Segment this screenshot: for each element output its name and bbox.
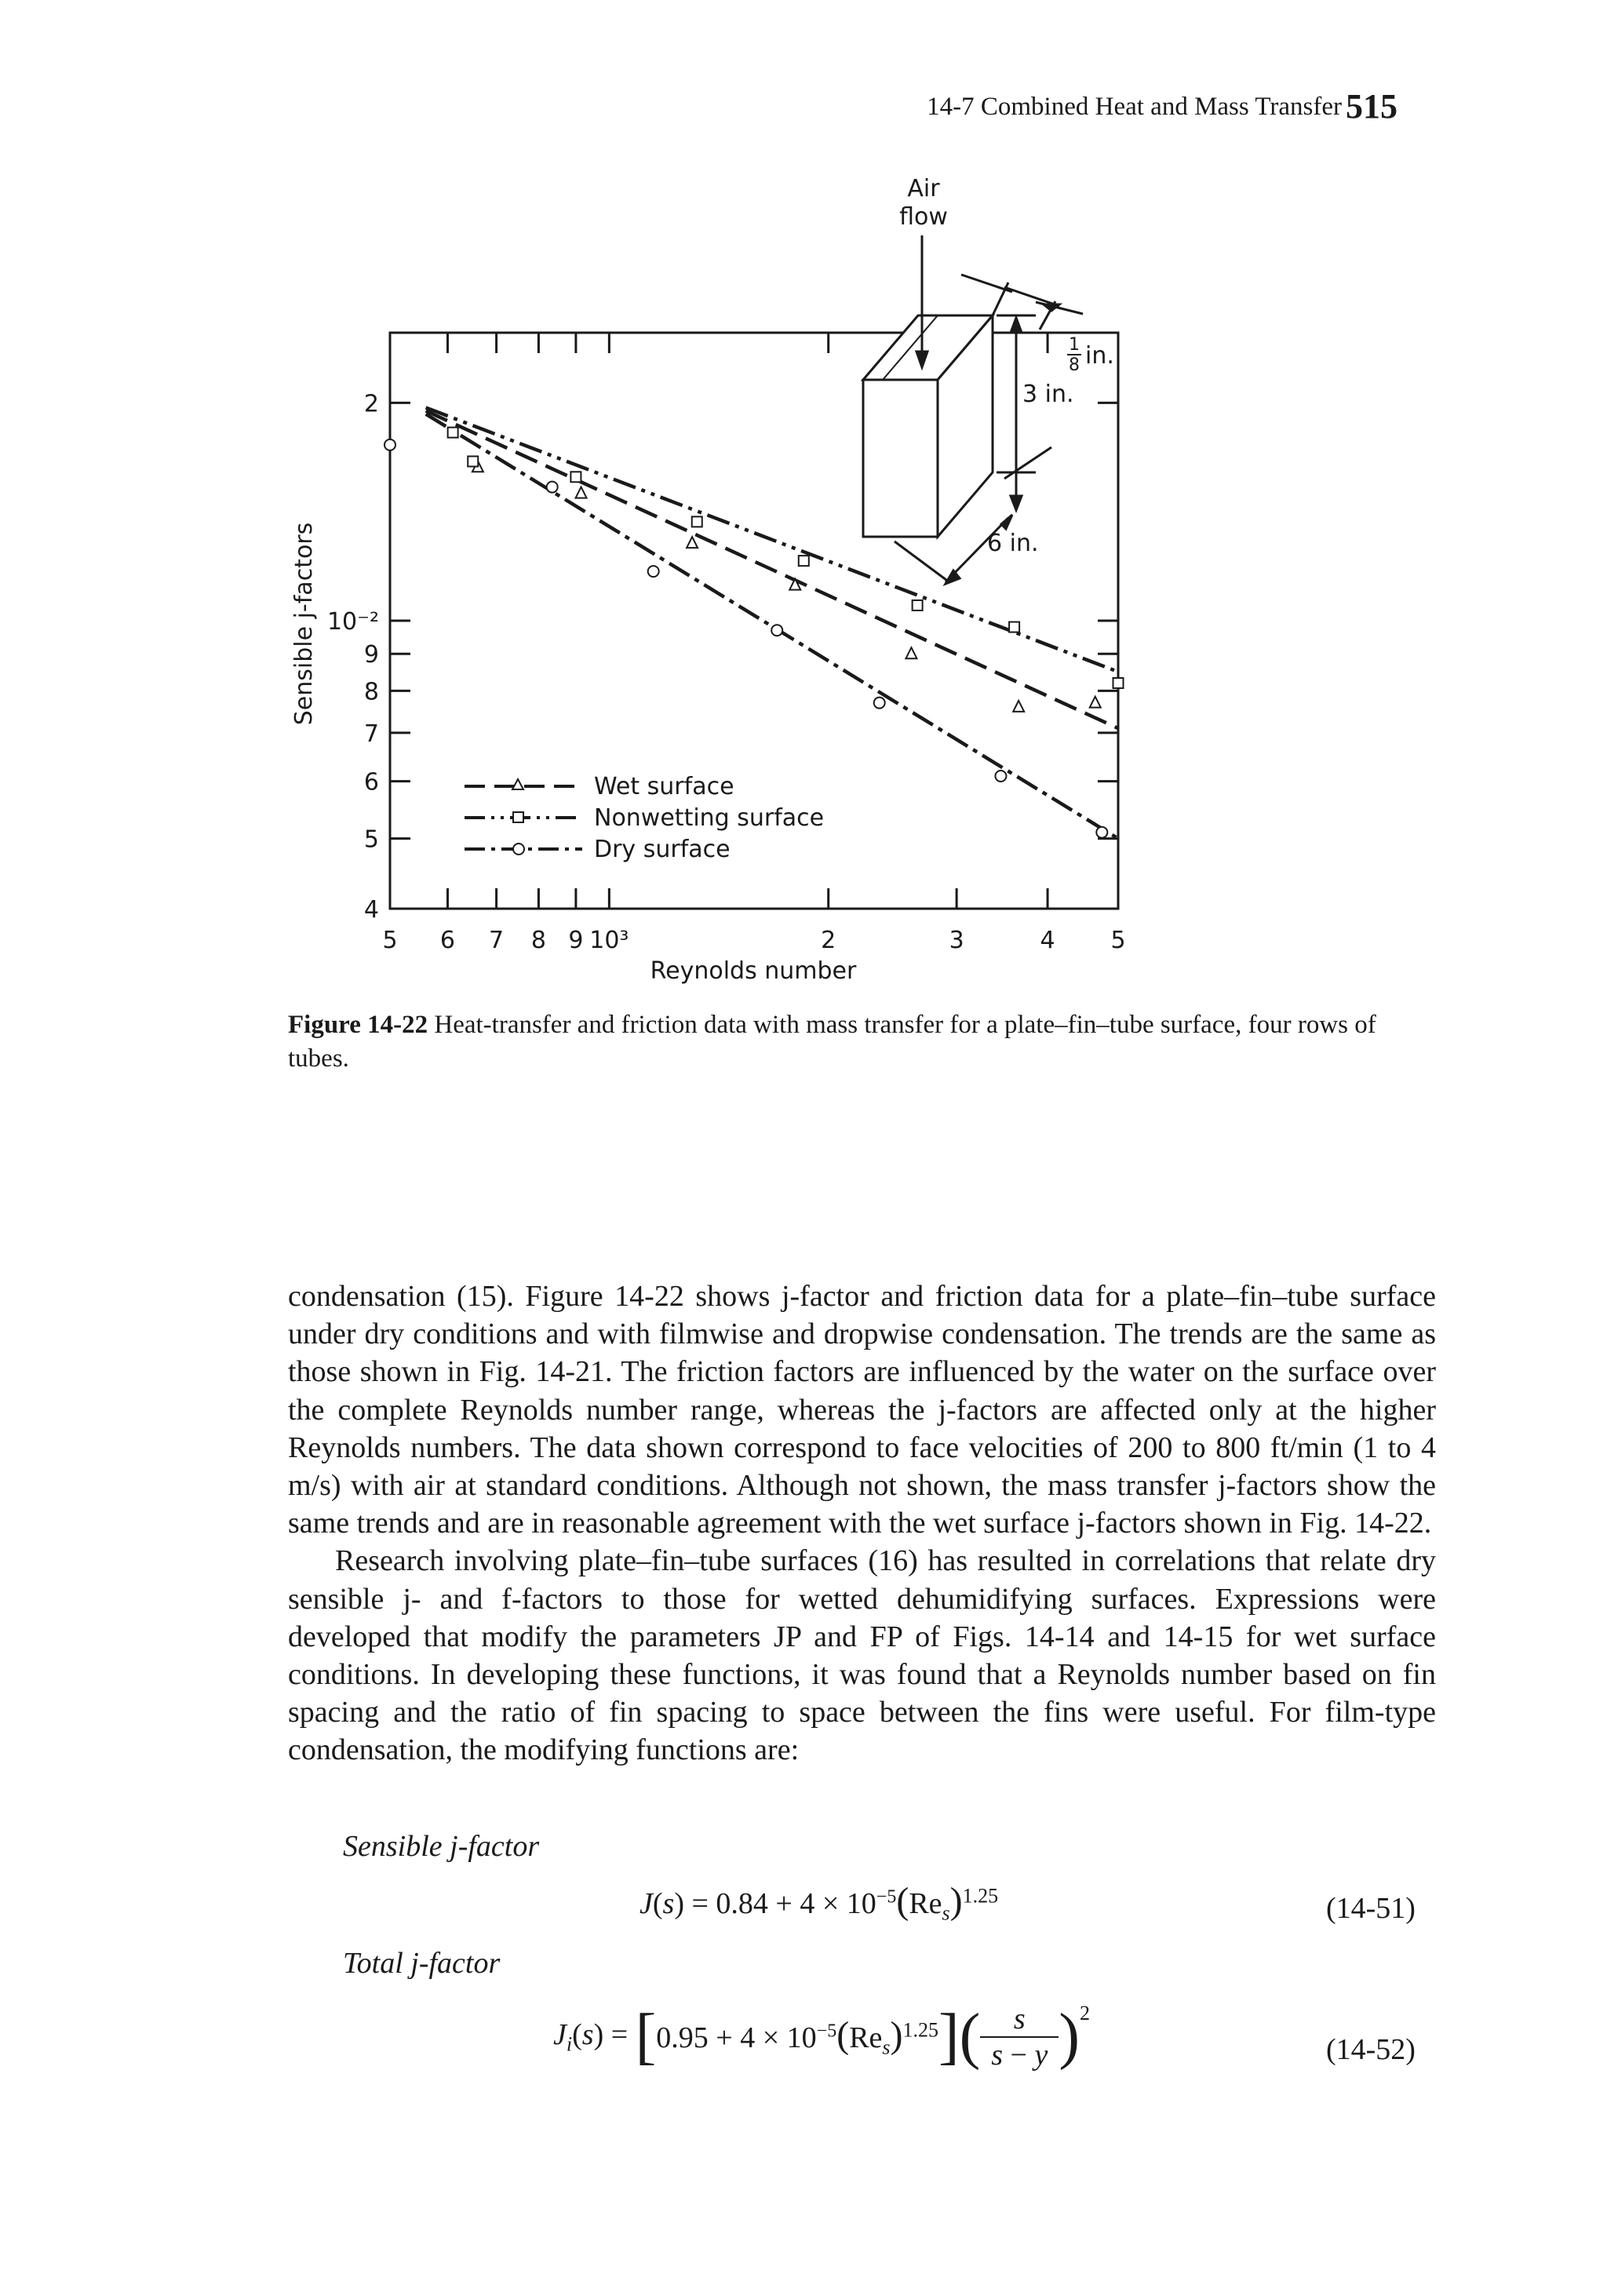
fin-geometry-inset bbox=[863, 235, 1083, 584]
caption-text: Heat-transfer and friction data with mass transfer for a plate–fin–tube surface, four rows of tubes. bbox=[288, 1011, 1376, 1073]
legend-marker-triangle bbox=[512, 779, 523, 789]
data-point-square bbox=[448, 428, 458, 438]
legend-marker-square bbox=[513, 812, 523, 822]
data-point-square bbox=[799, 556, 809, 566]
fin-spacing-denominator: 8 bbox=[1069, 355, 1080, 375]
data-point-square bbox=[468, 457, 478, 467]
data-point-circle bbox=[547, 482, 558, 493]
y-tick-label: 9 bbox=[363, 641, 379, 669]
x-tick-labels bbox=[382, 927, 1125, 954]
x-tick-label: 7 bbox=[489, 927, 505, 954]
airflow-label-2: flow bbox=[899, 203, 948, 231]
data-point-triangle bbox=[687, 537, 698, 548]
x-tick-label: 8 bbox=[530, 927, 546, 954]
data-point-circle bbox=[384, 439, 395, 450]
height-dim-label: 3 in. bbox=[1022, 381, 1074, 408]
x-tick-label: 6 bbox=[439, 927, 456, 954]
airflow-label-1: Air bbox=[907, 175, 940, 202]
equation-number-1: (14-51) bbox=[1326, 1892, 1416, 1925]
y-tick-label: 10⁻² bbox=[326, 608, 379, 636]
data-point-square bbox=[570, 472, 581, 482]
data-point-circle bbox=[1096, 827, 1107, 838]
x-axis-label: Reynolds number bbox=[650, 957, 857, 985]
data-point-square bbox=[1113, 678, 1124, 688]
x-tick-label: 9 bbox=[568, 927, 584, 954]
data-point-circle bbox=[995, 771, 1006, 782]
legend bbox=[465, 773, 824, 863]
legend-wet: Wet surface bbox=[594, 773, 734, 800]
running-header: 14-7 Combined Heat and Mass Transfer bbox=[927, 93, 1342, 121]
x-tick-label: 4 bbox=[1040, 927, 1055, 954]
depth-dim-label: 6 in. bbox=[987, 530, 1039, 557]
figure-caption bbox=[288, 1008, 1434, 1076]
y-tick-label: 7 bbox=[363, 720, 379, 748]
data-point-square bbox=[913, 600, 923, 610]
equation-14-52: $J_i(s) = [0.95 + 4 \times 10^{-5}(Re_s)^{1.25}](\frac{s}{s - y}$ )$^2$ bbox=[553, 2002, 1090, 2072]
x-tick-label: 2 bbox=[821, 927, 836, 954]
data-point-triangle bbox=[1013, 701, 1024, 712]
y-tick-label: 8 bbox=[363, 678, 379, 706]
legend-dry: Dry surface bbox=[594, 836, 731, 863]
fin-spacing-numerator: 1 bbox=[1069, 335, 1080, 355]
data-point-triangle bbox=[1090, 697, 1101, 708]
y-tick-labels bbox=[327, 390, 379, 924]
paragraph-2: Research involving plate–fin–tube surfaces (16) has resulted in correlations that relate dry sensible j- and f-factors to those for wetted dehumidifying surfaces. Expressions were developed that modify the parameters JP and FP of Figs. 14-14 and 14-15 for wet surface conditions. In developing these functions, it was found that a Reynolds number based on fin spacing and the ratio of fin spacing to space between the fins were useful. For film-type condensation, the modifying functions are: bbox=[288, 1544, 1436, 1767]
data-point-square bbox=[1009, 622, 1019, 632]
series-points bbox=[384, 428, 1124, 838]
data-point-circle bbox=[874, 698, 885, 709]
series-line-triangle bbox=[426, 411, 1118, 729]
y-tick-label: 5 bbox=[363, 825, 379, 854]
y-tick-label: 4 bbox=[363, 896, 379, 924]
caption-label: Figure 14-22 bbox=[288, 1011, 428, 1039]
total-j-heading: Total j-factor bbox=[343, 1947, 501, 1980]
y-axis-label: Sensible j-factors bbox=[290, 522, 318, 726]
x-tick-label: 5 bbox=[1110, 927, 1126, 954]
data-point-circle bbox=[771, 625, 782, 636]
legend-nonwetting: Nonwetting surface bbox=[594, 804, 825, 832]
data-point-triangle bbox=[906, 647, 916, 658]
legend-marker-circle bbox=[513, 844, 524, 855]
y-tick-label: 6 bbox=[363, 768, 379, 796]
figure-14-22 bbox=[0, 0, 1607, 989]
data-point-triangle bbox=[576, 487, 587, 498]
paragraph-1: condensation (15). Figure 14-22 shows j-factor and friction data for a plate–fin–tube surface under dry conditions and with filmwise and dropwise condensation. The trends are the same as those shown in Fig. 14-21. The friction factors are influenced by the water on the surface over the complete Reynolds number range, whereas the j-factors are affected only at the higher Reynolds numbers. The data shown correspond to face velocities of 200 to 800 ft/min (1 to 4 m/s) with air at standard conditions. Although not shown, the mass transfer j-factors show the same trends and are in reasonable agreement with the wet surface j-factors shown in Fig. 14-22. bbox=[288, 1280, 1436, 1540]
x-tick-label: 3 bbox=[949, 927, 964, 954]
sensible-j-heading: Sensible j-factor bbox=[343, 1830, 540, 1863]
equation-number-2: (14-52) bbox=[1326, 2033, 1416, 2066]
body-text bbox=[288, 1277, 1436, 1769]
y-tick-label: 2 bbox=[363, 390, 379, 418]
x-tick-label: 5 bbox=[382, 927, 398, 954]
x-tick-label: 10³ bbox=[589, 927, 629, 954]
page-number: 515 bbox=[1346, 87, 1397, 126]
data-point-square bbox=[692, 516, 702, 527]
equation-14-51: $J(s) = 0.84 + 4 \times 10^{-5}(Re_s)^{1.25}$ bbox=[640, 1880, 999, 1925]
fin-spacing-unit: in. bbox=[1085, 342, 1114, 370]
data-point-circle bbox=[648, 566, 659, 577]
